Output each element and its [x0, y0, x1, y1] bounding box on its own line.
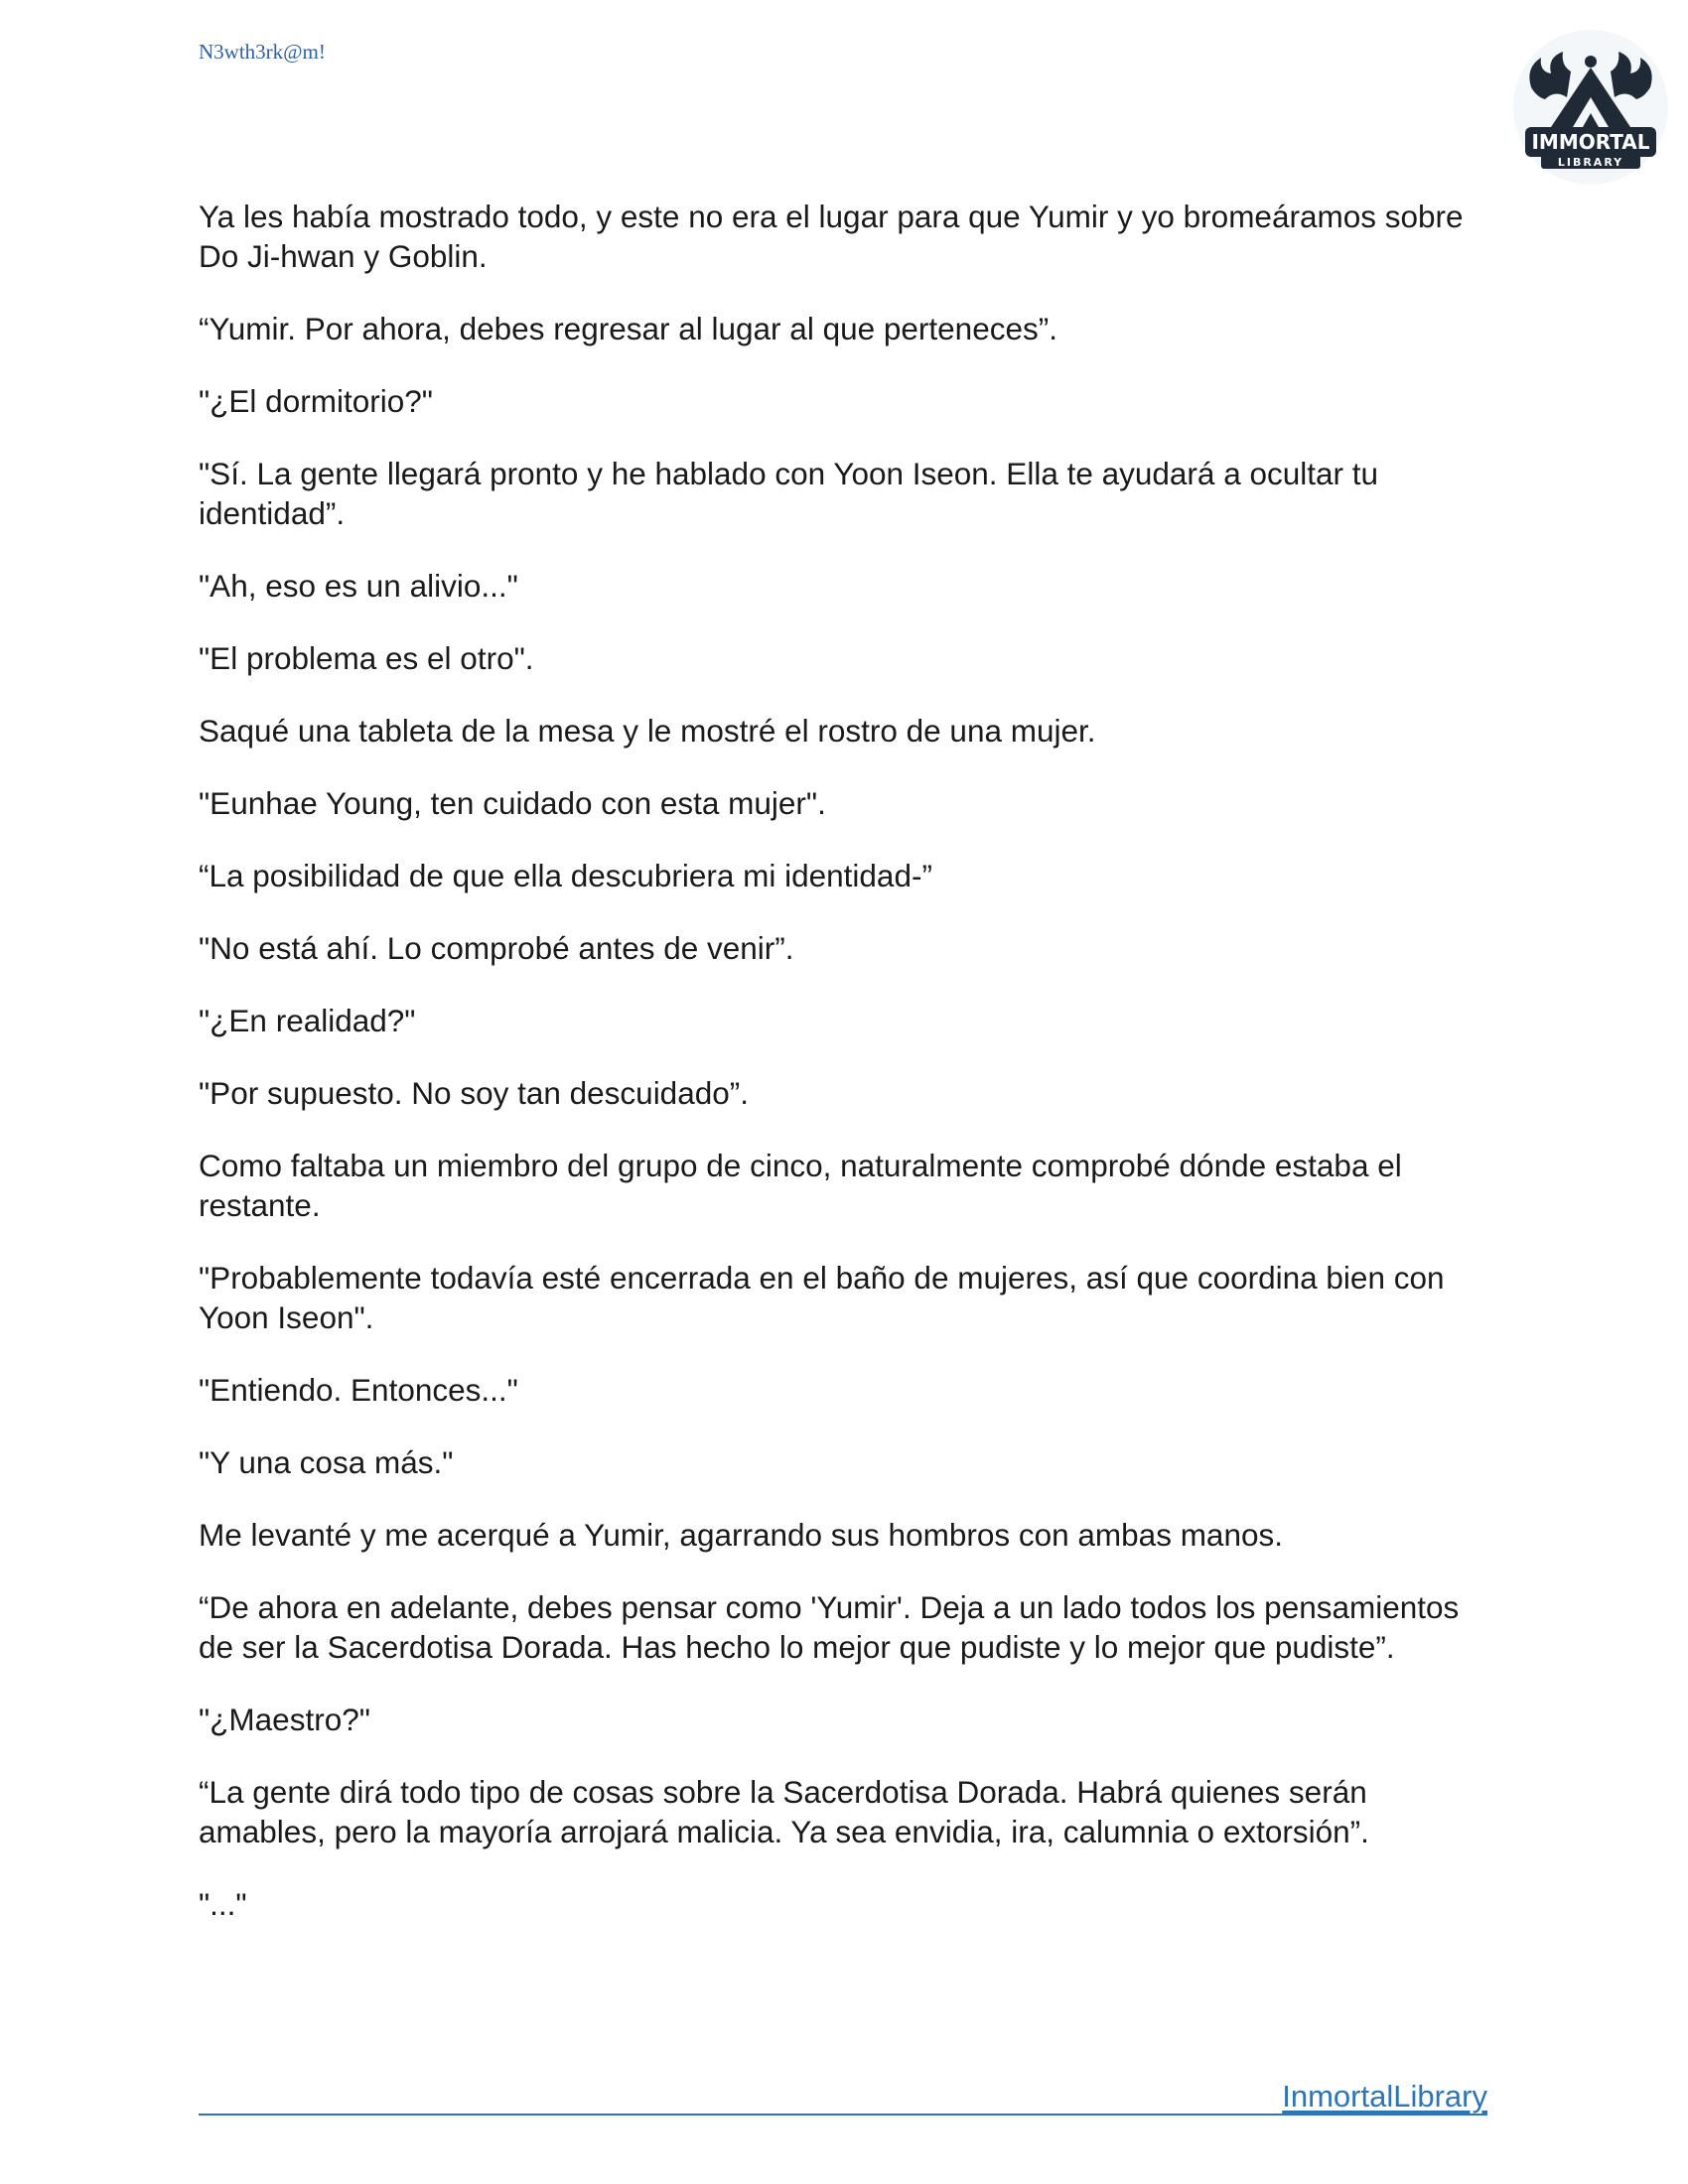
document-body — [199, 197, 1489, 1957]
paragraph: "Ah, eso es un alivio..." — [199, 568, 518, 604]
paragraph: Me levanté y me acerqué a Yumir, agarrando sus hombros con ambas manos. — [199, 1517, 1283, 1553]
paragraph: "Sí. La gente llegará pronto y he hablado con Yoon Iseon. Ella te ayudará a ocultar tu identidad”. — [199, 456, 1379, 531]
paragraph: “La gente dirá todo tipo de cosas sobre la Sacerdotisa Dorada. Habrá quienes serán amables, pero la mayoría arrojará malicia. Ya sea envidia, ira, calumnia o extorsión”. — [199, 1774, 1369, 1849]
paragraph: Ya les había mostrado todo, y este no era el lugar para que Yumir y yo bromeáramos sobre Do Ji-hwan y Goblin. — [199, 199, 1464, 274]
paragraph: "Por supuesto. No soy tan descuidado”. — [199, 1075, 750, 1111]
paragraph: "..." — [199, 1886, 247, 1922]
paragraph: "¿Maestro?" — [199, 1702, 370, 1737]
paragraph: "Eunhae Young, ten cuidado con esta mujer". — [199, 785, 826, 821]
paragraph: "El problema es el otro". — [199, 640, 534, 676]
paragraph: "¿El dormitorio?" — [199, 383, 433, 419]
paragraph: “La posibilidad de que ella descubriera mi identidad-” — [199, 858, 932, 893]
immortal-library-logo — [1511, 28, 1670, 187]
paragraph: "¿En realidad?" — [199, 1003, 416, 1038]
paragraph: “Yumir. Por ahora, debes regresar al lugar al que perteneces”. — [199, 311, 1057, 346]
paragraph: "No está ahí. Lo comprobé antes de venir”. — [199, 930, 794, 966]
paragraph: “De ahora en adelante, debes pensar como 'Yumir'. Deja a un lado todos los pensamientos de ser la Sacerdotisa Dorada. Has hecho lo mejor que pudiste y lo mejor que pudiste”. — [199, 1589, 1460, 1665]
footer-library-link[interactable]: InmortalLibrary — [1282, 2079, 1487, 2114]
paragraph: "Probablemente todavía esté encerrada en el baño de mujeres, así que coordina bien con Yoon Iseon". — [199, 1260, 1445, 1335]
paragraph: "Entiendo. Entonces..." — [199, 1372, 518, 1408]
logo-emblem-icon — [1511, 28, 1670, 187]
header-tag: N3wth3rk@m! — [199, 40, 326, 64]
paragraph: Como faltaba un miembro del grupo de cinco, naturalmente comprobé dónde estaba el restante. — [199, 1148, 1402, 1223]
paragraph: "Y una cosa más." — [199, 1444, 454, 1480]
logo-line2: LIBRARY — [1557, 156, 1624, 169]
logo-line1: IMMORTAL — [1531, 130, 1650, 154]
paragraph: Saqué una tableta de la mesa y le mostré el rostro de una mujer. — [199, 713, 1096, 749]
